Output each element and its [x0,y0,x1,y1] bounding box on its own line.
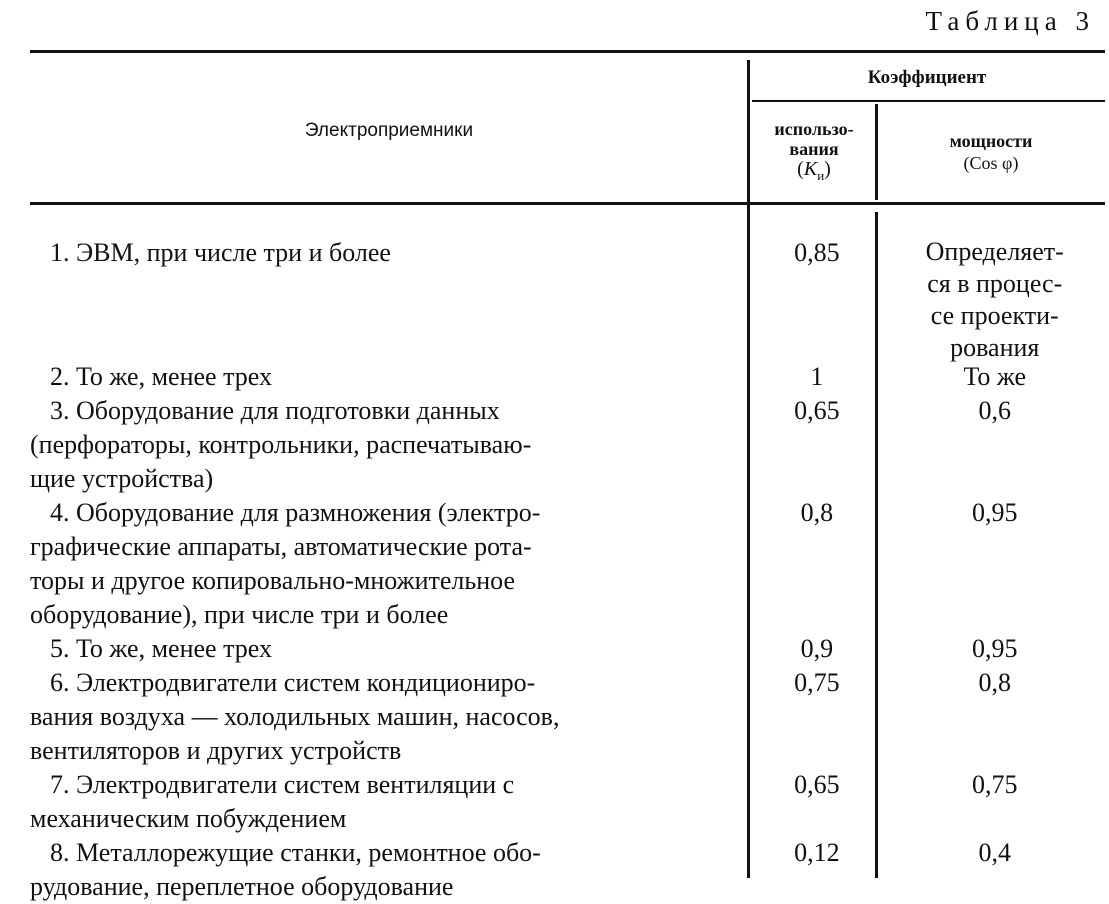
header-k-line2: вания [789,138,839,159]
row-cos: 0,95 [971,634,1018,663]
header-bottom-rule [30,202,1105,205]
row-name: 4. Оборудование для размножения (электро- графические аппараты, автоматические рота- торы и другое копировально-множительное оборудование), при числе три и более [30,498,541,629]
row-k: 1 [810,362,824,391]
row-name: 1. ЭВМ, при числе три и более [50,238,391,267]
table-row [30,666,1105,768]
table-body [30,236,1105,904]
header-cos-line1: мощности [949,131,1033,151]
row-cos: 0,75 [971,770,1018,799]
row-cos: 0,4 [978,838,1011,867]
table-row [30,394,1105,496]
row-name: 8. Металлорежущие станки, ремонтное обо- рудование, переплетное оборудование [30,838,541,901]
row-name: 6. Электродвигатели систем кондициониро- вания воздуха — холодильных машин, насосов, вентиляторов и других устройств [30,668,560,765]
coefficient-underline [752,100,1105,102]
table-row [30,836,1105,904]
table-row [30,768,1105,836]
row-k: 0,65 [794,770,840,799]
row-name: 2. То же, менее трех [50,362,272,391]
table-row [30,632,1105,666]
table-row [30,236,1105,364]
table-caption: Таблица 3 [925,6,1095,36]
row-cos: 0,6 [978,396,1011,425]
header-coefficient: Коэффициент [867,67,987,88]
row-cos: 0,8 [978,668,1011,697]
row-cos: Определяет- ся в процес- се проекти- рования [925,237,1064,362]
row-k: 0,75 [794,668,840,697]
table-row [30,496,1105,632]
header-electroreceivers: Электроприемники [304,120,474,141]
top-rule [30,50,1105,53]
table-row [30,360,1105,394]
row-k: 0,9 [800,634,834,663]
row-cos: То же [963,362,1027,391]
row-k: 0,65 [794,396,840,425]
row-k: 0,8 [800,498,834,527]
row-name: 5. То же, менее трех [50,634,272,663]
header-utilization-coefficient [752,104,876,200]
row-k: 0,85 [794,238,840,267]
header-power-factor [880,104,1102,200]
header-k-symbol: $(K_и)$ [797,157,831,183]
header-k-line1: использо- [774,118,854,139]
row-name: 3. Оборудование для подготовки данных (перфораторы, контрольники, распечатываю- щие устройства) [30,396,532,493]
row-name: 7. Электродвигатели систем вентиляции с механическим побуждением [30,770,515,833]
row-cos: 0,95 [971,498,1018,527]
row-k: 0,12 [794,838,840,867]
header-cos-line2: (Cos φ) [963,153,1019,173]
